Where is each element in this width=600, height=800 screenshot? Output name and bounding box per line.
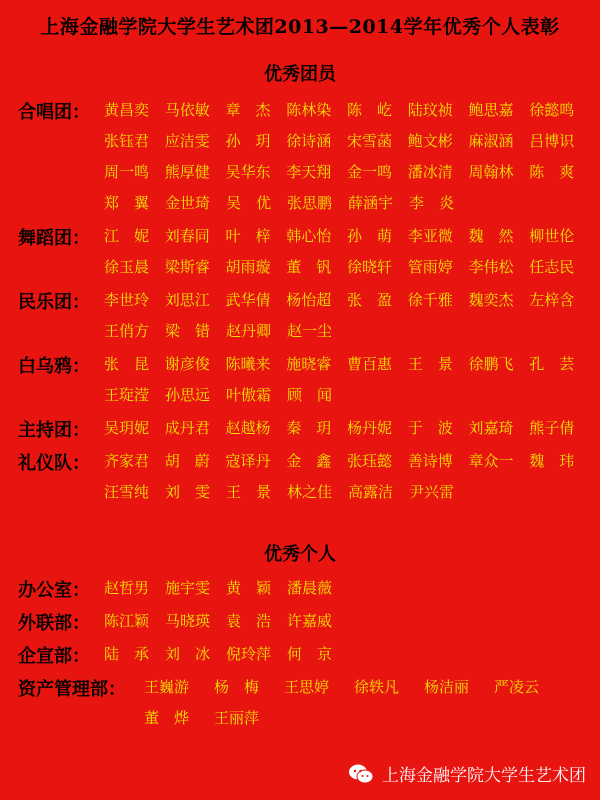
member-name: 王琁滢 [104,386,150,404]
member-name: 章众一 [468,452,514,470]
member-name: 王俏方 [104,322,150,340]
member-name: 叶 梓 [225,227,271,245]
watermark [348,761,586,786]
member-name: 高露洁 [348,483,394,501]
member-name: 倪玲萍 [226,645,272,663]
member-name: 陈 屹 [347,101,393,119]
member-name: 魏 玮 [529,452,575,470]
name-row [104,125,590,156]
name-row [104,284,590,315]
name-row [104,412,590,443]
member-name: 孙思远 [165,386,211,404]
member-name: 陆 承 [104,645,150,663]
member-name: 梁 错 [165,322,211,340]
member-name: 王 景 [226,483,272,501]
member-name: 潘晨薇 [287,579,333,597]
member-name: 管雨婷 [407,258,453,276]
group-groups1-5 [18,445,590,507]
name-row [104,251,590,282]
member-name: 曹百惠 [347,355,393,373]
member-name: 陈林染 [286,101,332,119]
member-name: 杨 梅 [214,678,260,696]
member-name: 王思婷 [284,678,330,696]
member-name: 秦 玥 [286,419,332,437]
section-title-individuals: 优秀个人 [264,544,336,565]
group-label: 礼仪队： [18,453,90,474]
member-name: 赵一尘 [287,322,333,340]
member-name: 黄 颖 [226,579,272,597]
wechat-icon [348,763,374,785]
member-name: 麻淑涵 [468,132,514,150]
member-name: 汪雪纯 [104,483,150,501]
member-name: 柳世伦 [529,227,575,245]
member-name: 孙 萌 [347,227,393,245]
member-name: 马晓瑛 [165,612,211,630]
member-name: 熊厚健 [164,163,210,181]
member-name: 金世琦 [165,194,211,212]
member-name: 张珏懿 [347,452,393,470]
member-name: 吴华东 [225,163,271,181]
member-name: 王丽萍 [214,709,260,727]
member-name: 刘思江 [164,291,210,309]
member-name: 刘嘉琦 [468,419,514,437]
member-name: 严凌云 [494,678,540,696]
member-name: 袁 浩 [226,612,272,630]
member-name: 胡雨璇 [225,258,271,276]
group-groups1-1 [18,220,590,282]
group-groups2-1 [18,605,590,636]
member-name: 李亚微 [407,227,453,245]
member-name: 李 炎 [409,194,455,212]
member-name: 寇译丹 [225,452,271,470]
member-name: 叶傲霜 [226,386,272,404]
member-name: 潘冰清 [407,163,453,181]
group-groups2-3 [18,671,590,733]
member-name: 董 钒 [286,258,332,276]
member-name: 马依敏 [164,101,210,119]
member-name: 杨丹妮 [347,419,393,437]
group-label: 资产管理部： [18,679,126,700]
name-row [104,348,590,379]
member-name: 尹兴雷 [409,483,455,501]
member-name: 鲍文彬 [407,132,453,150]
member-name: 顾 闻 [287,386,333,404]
group-label: 办公室： [18,580,90,601]
member-name: 李世玲 [104,291,150,309]
group-label: 民乐团： [18,292,90,313]
group-groups2-2 [18,638,590,669]
member-name: 陈曦来 [225,355,271,373]
member-name: 周一鸣 [104,163,150,181]
member-name: 谢彦俊 [164,355,210,373]
group-groups1-2 [18,284,590,346]
member-name: 金一鸣 [347,163,393,181]
section-title-members: 优秀团员 [264,64,336,85]
member-name: 张钰君 [104,132,150,150]
group-label: 主持团： [18,420,90,441]
member-name: 韩心怡 [286,227,332,245]
name-row [104,187,590,218]
member-name: 张 昆 [104,355,150,373]
member-name: 胡 蔚 [164,452,210,470]
member-name: 李天翔 [286,163,332,181]
member-name: 武华倩 [225,291,271,309]
member-name: 江 妮 [104,227,150,245]
name-row [104,476,590,507]
name-row [144,702,590,733]
member-name: 郑 翼 [104,194,150,212]
member-name: 刘春同 [164,227,210,245]
group-label: 外联部： [18,613,90,634]
group-groups1-4 [18,412,590,443]
name-row [104,445,590,476]
member-name: 施宇雯 [165,579,211,597]
member-name: 左梓含 [529,291,575,309]
name-row [144,671,590,702]
name-row [104,638,590,669]
member-name: 赵哲男 [104,579,150,597]
member-name: 陆玟祯 [407,101,453,119]
member-name: 应洁雯 [164,132,210,150]
member-name: 刘 雯 [165,483,211,501]
member-name: 王 景 [407,355,453,373]
member-name: 魏奕杰 [468,291,514,309]
member-name: 施晓睿 [286,355,332,373]
name-row [104,94,590,125]
member-name: 梁斯睿 [164,258,210,276]
group-groups2-0 [18,572,590,603]
member-name: 徐诗涵 [286,132,332,150]
member-name: 孔 芸 [529,355,575,373]
member-name: 徐鹏飞 [468,355,514,373]
member-name: 周翰林 [468,163,514,181]
member-name: 孙 玥 [225,132,271,150]
member-name: 熊子倩 [529,419,575,437]
name-row [104,220,590,251]
watermark-text: 上海金融学院大学生艺术团 [382,766,586,786]
member-name: 杨怡超 [286,291,332,309]
member-name: 薛涵宇 [348,194,394,212]
member-name: 徐晓轩 [347,258,393,276]
member-name: 徐千雅 [407,291,453,309]
name-row [104,605,590,636]
group-label: 合唱团： [18,102,90,123]
member-name: 徐懿鸣 [529,101,575,119]
member-name: 宋雪菡 [347,132,393,150]
member-name: 张 盈 [347,291,393,309]
member-name: 赵越杨 [225,419,271,437]
name-row [104,315,590,346]
name-row [104,156,590,187]
member-name: 张思鹏 [287,194,333,212]
member-name: 李伟松 [468,258,514,276]
member-name: 林之佳 [287,483,333,501]
group-label: 舞蹈团： [18,228,90,249]
member-name: 于 波 [407,419,453,437]
page-title: 上海金融学院大学生艺术团2013—2014学年优秀个人表彰 [40,16,560,38]
group-groups1-0 [18,94,590,218]
member-name: 成丹君 [164,419,210,437]
member-name: 王巍游 [144,678,190,696]
member-name: 徐玉晨 [104,258,150,276]
member-name: 董 烨 [144,709,190,727]
member-name: 刘 冰 [165,645,211,663]
member-name: 任志民 [529,258,575,276]
member-name: 陈江颖 [104,612,150,630]
name-row [104,572,590,603]
member-name: 鲍思嘉 [468,101,514,119]
member-name: 吴玥妮 [104,419,150,437]
member-name: 吕博识 [529,132,575,150]
group-label: 白乌鸦： [18,356,90,377]
member-name: 善诗博 [407,452,453,470]
name-row [104,379,590,410]
member-name: 齐家君 [104,452,150,470]
group-label: 企宣部： [18,646,90,667]
member-name: 何 京 [287,645,333,663]
member-name: 赵丹卿 [226,322,272,340]
member-name: 黄昌奕 [104,101,150,119]
member-name: 吴 优 [226,194,272,212]
member-name: 金 鑫 [286,452,332,470]
group-groups1-3 [18,348,590,410]
member-name: 陈 爽 [529,163,575,181]
member-name: 徐轶凡 [354,678,400,696]
member-name: 章 杰 [225,101,271,119]
member-name: 魏 然 [468,227,514,245]
member-name: 杨洁丽 [424,678,470,696]
member-name: 许嘉威 [287,612,333,630]
